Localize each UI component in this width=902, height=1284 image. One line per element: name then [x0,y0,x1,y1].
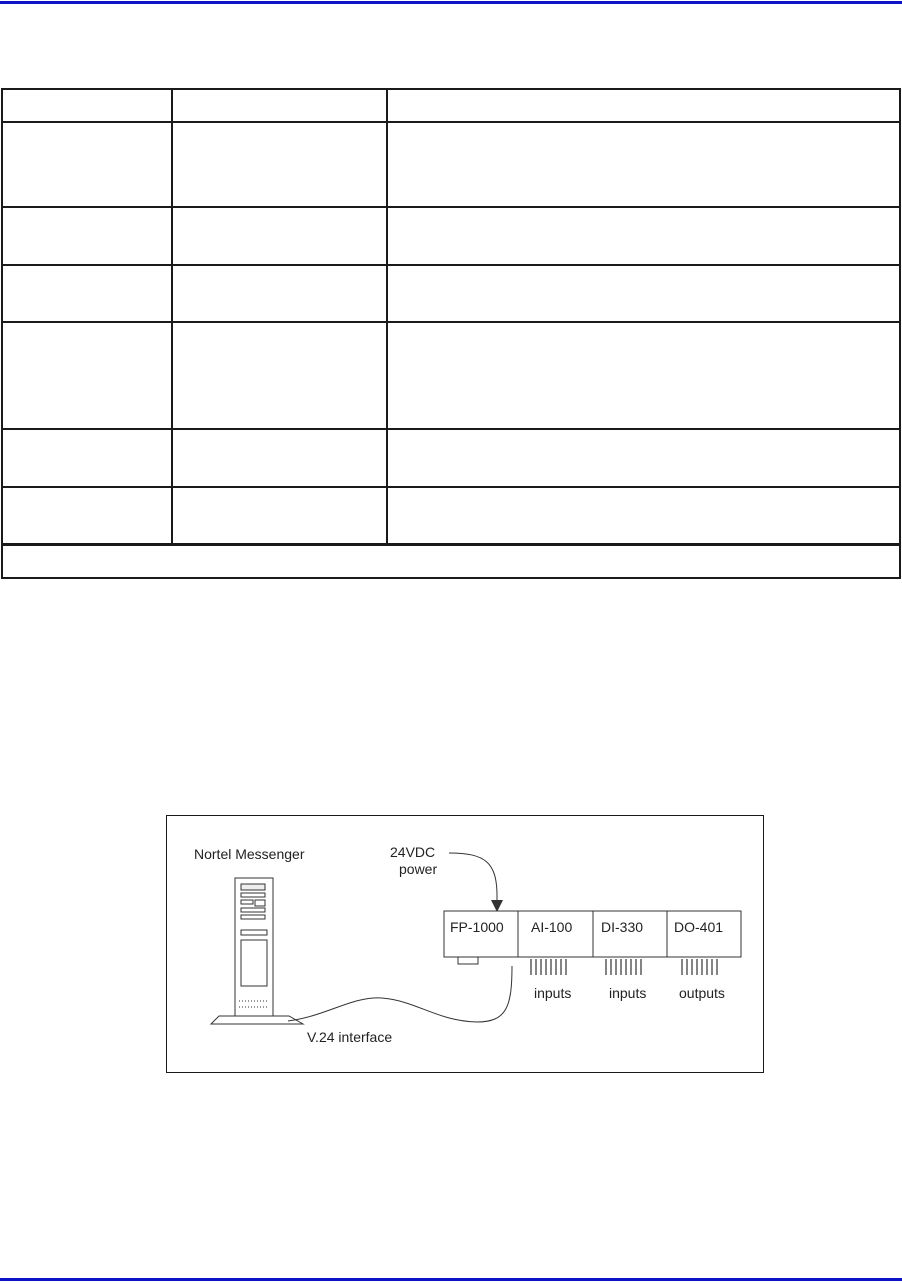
header-rule [0,1,902,4]
v24-cable [288,966,512,1022]
table-row-divider [3,486,899,488]
messenger-label: Nortel Messenger [194,846,305,862]
power-label-line2: power [399,861,438,877]
server-tower-icon [211,878,303,1024]
module-label: FP-1000 [450,919,504,935]
system-diagram [166,815,764,1073]
diagram-canvas [167,816,765,1074]
module-label: AI-100 [531,919,573,935]
table-row-divider [3,206,899,208]
table-column-divider [171,90,173,545]
interface-label: V.24 interface [307,1029,393,1045]
table-column-divider [386,90,388,545]
power-label-line1: 24VDC [390,844,436,860]
table-footer-divider [3,543,899,546]
specification-table [1,88,901,579]
power-arrow-icon [491,900,503,912]
module-label: DI-330 [601,919,644,935]
io-label: outputs [679,985,725,1001]
module-connector [458,957,478,964]
power-connector [449,853,497,902]
footer-rule [0,1278,902,1281]
io-label: inputs [609,985,647,1001]
table-row-divider [3,321,899,323]
table-row-divider [3,428,899,430]
module-label: DO-401 [674,919,724,935]
table-row-divider [3,121,899,123]
io-label: inputs [534,985,572,1001]
table-row-divider [3,264,899,266]
io-pins [531,959,717,975]
